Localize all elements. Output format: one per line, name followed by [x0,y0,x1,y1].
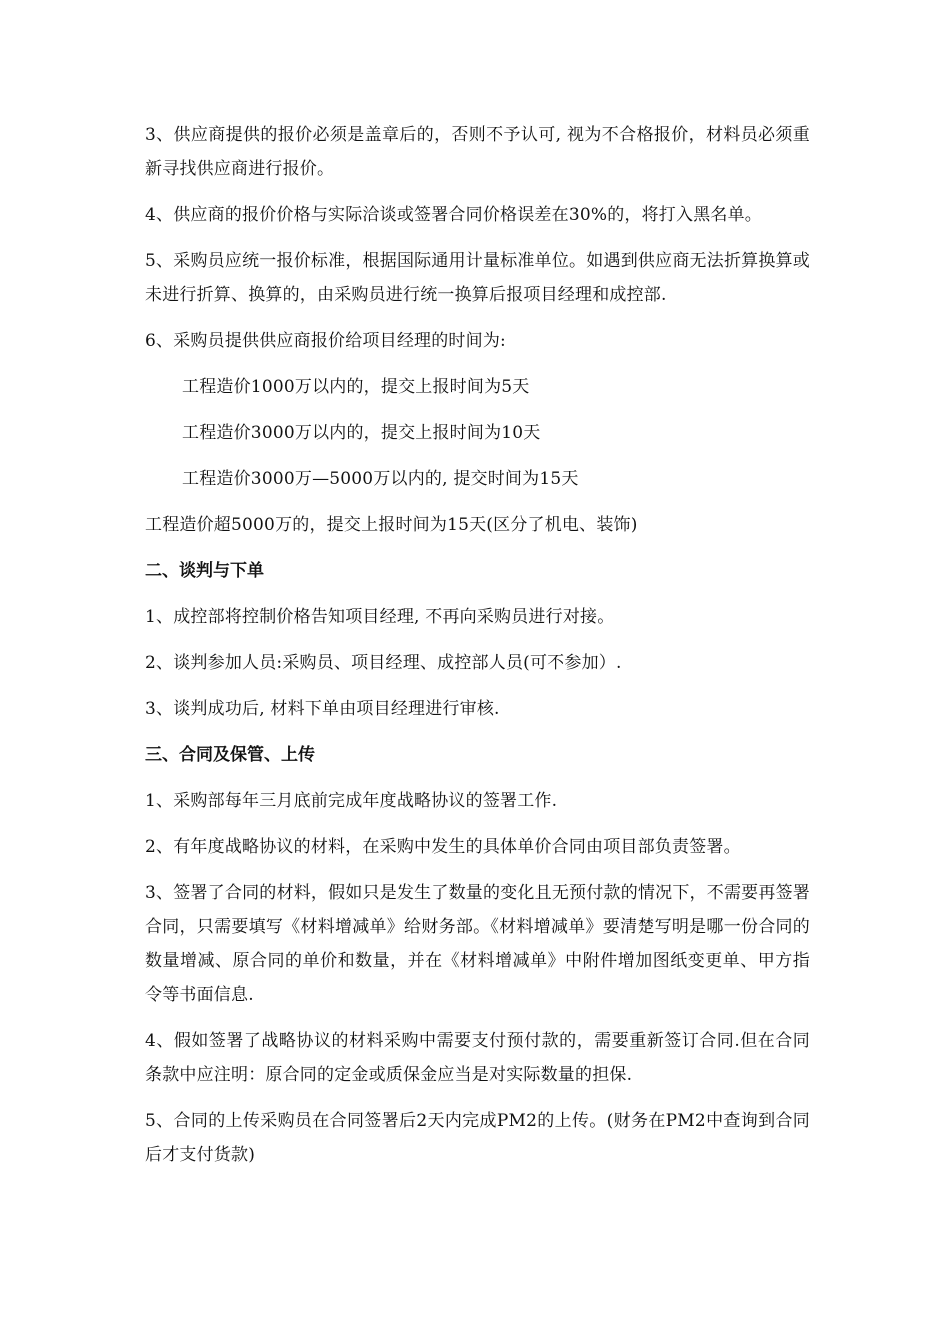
negotiation-item-1: 1、成控部将控制价格告知项目经理, 不再向采购员进行对接。 [145,607,615,627]
timeline-3000: 工程造价3000万以内的，提交上报时间为10天 [182,423,541,443]
paragraph-item-4: 4、供应商的报价价格与实际洽谈或签署合同价格误差在30%的，将打入黑名单。 [145,205,762,225]
negotiation-item-2: 2、谈判参加人员:采购员、项目经理、成控部人员(可不参加）. [145,653,622,673]
contract-item-4: 4、假如签署了战略协议的材料采购中需要支付预付款的，需要重新签订合同.但在合同条款中应注明：原合同的定金或质保金应当是对实际数量的担保. [145,1031,810,1085]
contract-item-2: 2、有年度战略协议的材料，在采购中发生的具体单价合同由项目部负责签署。 [145,837,741,857]
section-heading-negotiation: 二、谈判与下单 [145,561,264,581]
paragraph-item-5: 5、采购员应统一报价标准，根据国际通用计量标准单位。如遇到供应商无法折算换算或未进行折算、换算的，由采购员进行统一换算后报项目经理和成控部. [145,251,810,305]
paragraph-item-6: 6、采购员提供供应商报价给项目经理的时间为: [145,331,506,351]
contract-item-5: 5、合同的上传采购员在合同签署后2天内完成PM2的上传。(财务在PM2中查询到合同后才支付货款) [145,1111,810,1165]
timeline-1000: 工程造价1000万以内的，提交上报时间为5天 [182,377,530,397]
contract-item-3: 3、签署了合同的材料，假如只是发生了数量的变化且无预付款的情况下，不需要再签署合同，只需要填写《材料增减单》给财务部。《材料增减单》要清楚写明是哪一份合同的数量增减、原合同的单价和数量，并在《材料增减单》中附件增加图纸变更单、甲方指令等书面信息. [145,883,810,1005]
document-page [145,118,810,1184]
negotiation-item-3: 3、谈判成功后, 材料下单由项目经理进行审核. [145,699,500,719]
contract-item-1: 1、采购部每年三月底前完成年度战略协议的签署工作. [145,791,558,811]
timeline-over-5000: 工程造价超5000万的，提交上报时间为15天(区分了机电、装饰) [145,515,638,535]
section-heading-contracts: 三、合同及保管、上传 [145,745,315,765]
paragraph-item-3: 3、供应商提供的报价必须是盖章后的，否则不予认可, 视为不合格报价，材料员必须重新寻找供应商进行报价。 [145,125,810,179]
timeline-3000-5000: 工程造价3000万—5000万以内的, 提交时间为15天 [182,469,579,489]
